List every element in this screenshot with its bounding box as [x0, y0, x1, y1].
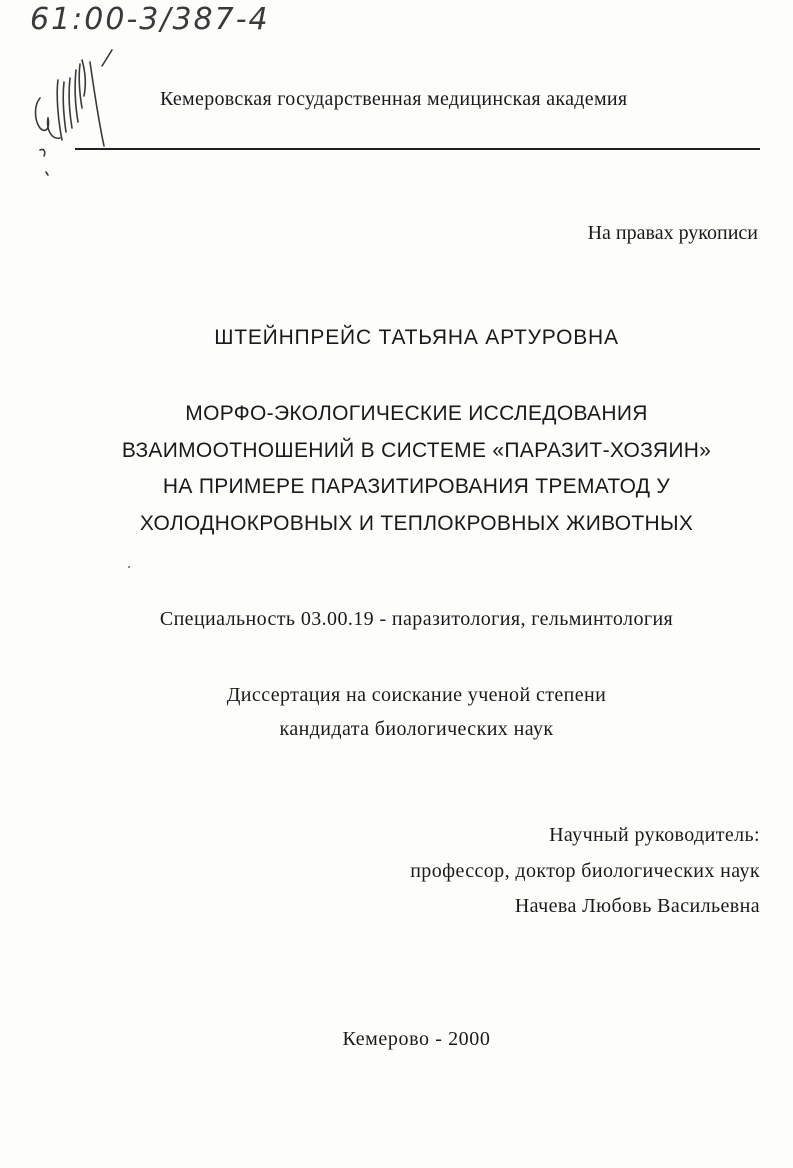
- degree-line: Диссертация на соискание ученой степени: [226, 684, 607, 706]
- rights-note: На правах рукописи: [587, 222, 758, 244]
- title-line: ВЗАИМООТНОШЕНИЙ В СИСТЕМЕ «ПАРАЗИТ-ХОЗЯИН»: [121, 438, 712, 462]
- supervisor-degree: профессор, доктор биологических наук: [410, 859, 760, 882]
- title-line: НА ПРИМЕРЕ ПАРАЗИТИРОВАНИЯ ТРЕМАТОД У: [162, 475, 671, 498]
- supervisor-label: Научный руководитель:: [549, 824, 760, 846]
- specialty-line: Специальность 03.00.19 - паразитология, гельминтология: [159, 608, 674, 630]
- supervisor-name: Начева Любовь Васильевна: [514, 895, 760, 917]
- degree-statement: [0, 678, 793, 746]
- speck: [128, 566, 130, 568]
- city-year: Кемерово - 2000: [342, 1028, 491, 1050]
- archive-stamp-number: 61:00-3/387-4: [30, 2, 270, 37]
- title-line: ХОЛОДНОКРОВНЫХ И ТЕПЛОКРОВНЫХ ЖИВОТНЫХ: [139, 511, 694, 535]
- dissertation-title: [0, 396, 793, 542]
- institution-name: Кемеровская государственная медицинская академия: [160, 88, 628, 110]
- supervisor-block: [410, 818, 760, 925]
- author-name: ШТЕЙНПРЕЙС ТАТЬЯНА АРТУРОВНА: [214, 326, 619, 349]
- title-line: МОРФО-ЭКОЛОГИЧЕСКИЕ ИССЛЕДОВАНИЯ: [185, 402, 648, 425]
- degree-line: кандидата биологических наук: [279, 718, 554, 740]
- header-divider: [75, 148, 760, 150]
